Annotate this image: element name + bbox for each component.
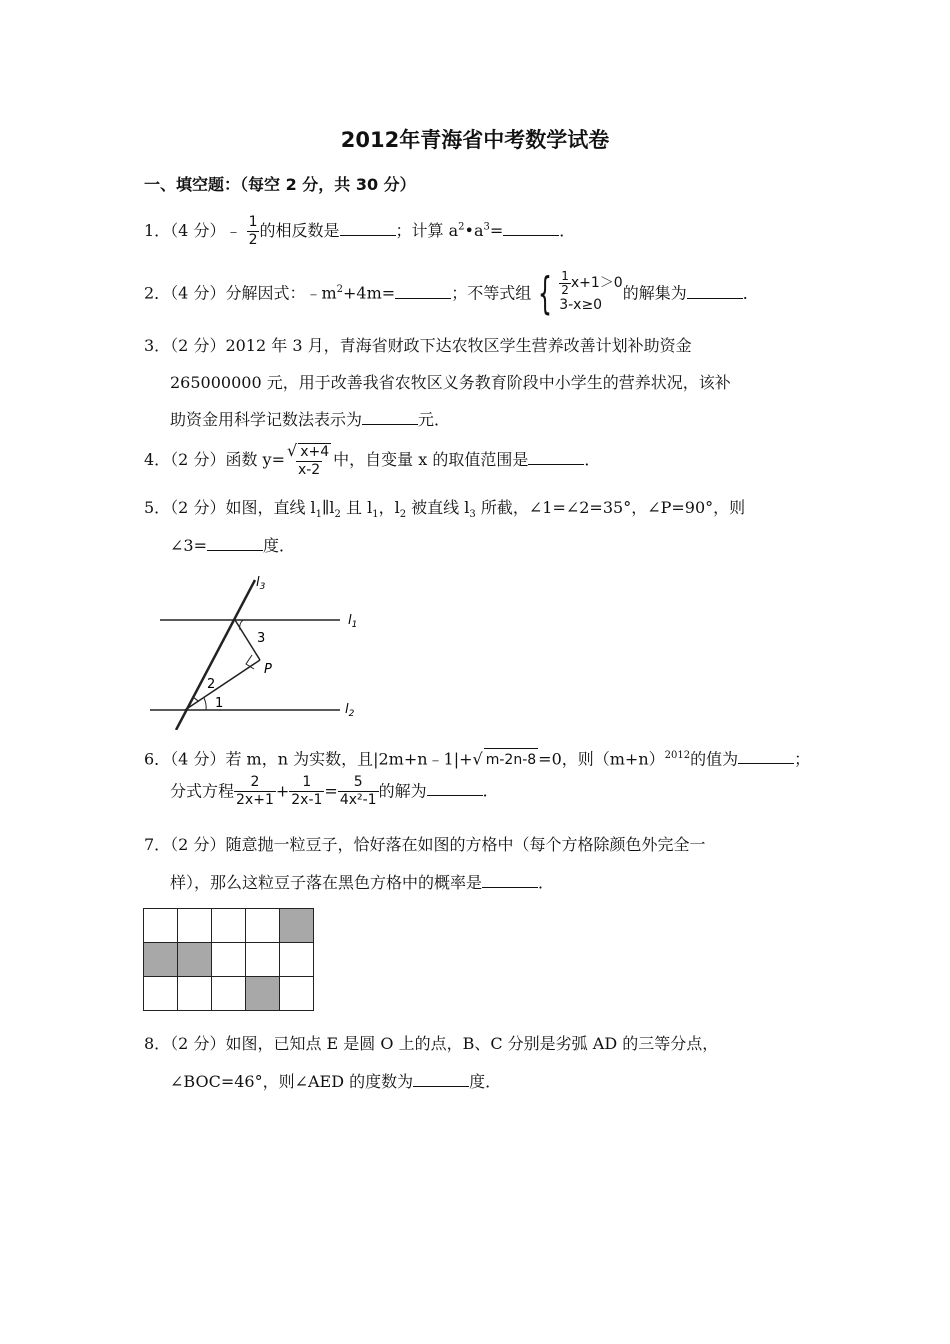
q4-text2: 中，自变量 x 的取值范围是 — [333, 450, 529, 469]
q5-sub4: 2 — [399, 509, 407, 521]
question-7-line1: 7．（2 分）随意抛一粒豆子，恰好落在如图的方格中（每个方格除颜色外完全一 — [144, 835, 706, 854]
question-8-line2 — [170, 1071, 501, 1093]
q1-frac-num: 1 — [248, 214, 258, 230]
q5-text-d: ，l — [378, 498, 400, 517]
q6-line1-mid: =0，则（m+n） — [538, 749, 665, 769]
question-6-line1 — [144, 745, 810, 771]
q6-line2-pre: 分式方程 — [170, 781, 235, 801]
question-5-line2 — [170, 535, 295, 557]
q7-line2-pre: 样），那么这粒豆子落在黑色方格中的概率是 — [170, 873, 483, 892]
q8-line2-pre: ∠BOC=46°，则∠AED 的度数为 — [170, 1072, 414, 1091]
q6-eq: = — [324, 781, 338, 801]
q4-text1: 函数 y= — [225, 450, 285, 469]
question-3-line3 — [170, 409, 450, 431]
grid-cell-white — [280, 943, 314, 977]
q6-line1-end: ； — [794, 749, 811, 769]
q7-line2-end: ． — [538, 873, 555, 892]
q6-f1-num: 2 — [250, 774, 260, 790]
q6-blank-2[interactable] — [427, 781, 483, 796]
q4-end: ． — [584, 450, 601, 469]
q6-line1-pre: 6．（4 分）若 m，n 为实数，且|2m+n﹣1|+ — [144, 749, 473, 769]
q1-text2: ；计算 a — [395, 221, 459, 240]
q2-sys-frac-num: 1 — [561, 268, 569, 283]
q3-line3-post: 元． — [418, 410, 451, 429]
q6-line2-post: 的解为 — [378, 781, 427, 801]
q6-f2-num: 1 — [302, 774, 312, 790]
q6-f3-den: 4x²-1 — [339, 792, 377, 808]
q1-blank-2[interactable] — [503, 221, 559, 236]
grid-cell-dark — [144, 943, 178, 977]
q3-line3-pre: 助资金用科学记数法表示为 — [170, 410, 363, 429]
q6-frac-2 — [289, 774, 324, 809]
q3-blank[interactable] — [362, 410, 418, 425]
question-6-line2 — [170, 774, 499, 809]
q2-exp: 2 — [336, 284, 344, 296]
q7-grid — [143, 908, 314, 1011]
brace-icon: { — [538, 268, 553, 319]
q5-sub5: 3 — [469, 509, 476, 521]
q8-blank[interactable] — [413, 1072, 469, 1087]
label-angle-3: 3 — [257, 631, 266, 646]
q2-blank-1[interactable] — [395, 284, 451, 299]
q5-text-e: 被直线 l — [406, 498, 470, 517]
q6-plus: + — [275, 781, 290, 801]
angle-1-arc — [204, 698, 206, 710]
q5-sub1: 1 — [315, 509, 323, 521]
q1-exp1: 2 — [458, 221, 465, 233]
label-l3: $l_3$ — [256, 575, 266, 592]
q6-sqrt: m-2n-8 — [484, 748, 538, 771]
q6-blank-1[interactable] — [738, 749, 794, 764]
question-8-line1: 8．（2 分）如图，已知点 E 是圆 O 上的点，B、C 分别是劣弧 AD 的三等分点， — [144, 1034, 719, 1053]
question-2 — [144, 268, 759, 319]
q5-text-f: 所截，∠1=∠2=35°，∠P=90°，则 — [475, 498, 746, 517]
q7-blank[interactable] — [482, 873, 538, 888]
angle-3-arc — [240, 620, 243, 630]
q4-den: x-2 — [297, 462, 321, 478]
q8-line2-post: 度． — [469, 1072, 502, 1091]
q6-frac-1 — [234, 774, 276, 809]
q2-sys-row2: 3-x≥0 — [559, 297, 603, 313]
q5-line2-post: 度． — [263, 536, 296, 555]
grid-cell-dark — [246, 977, 280, 1011]
q1-frac-den: 2 — [248, 232, 258, 248]
q6-exp: 2012 — [664, 750, 691, 761]
q2-text2: +4m= — [343, 283, 396, 303]
q2-number: 2．（4 分） — [144, 283, 226, 303]
q1-text1: 的相反数是 — [259, 221, 340, 240]
sqrt-icon: √ — [472, 749, 483, 769]
grid-row — [144, 909, 314, 943]
q6-f2-den: 2x-1 — [291, 792, 323, 808]
label-angle-1: 1 — [215, 696, 224, 711]
grid-cell-dark — [280, 909, 314, 943]
q1-end: ． — [559, 221, 576, 240]
q5-sub2: 2 — [334, 509, 341, 521]
q2-inequality-system — [531, 268, 623, 319]
q5-text-a: 5．（2 分）如图，直线 l — [144, 498, 316, 517]
q6-line2-end: ． — [482, 781, 499, 800]
q5-figure — [140, 570, 380, 730]
q1-fraction — [247, 214, 260, 249]
question-5-line1 — [144, 497, 745, 526]
q5-text-b: ∥l — [322, 498, 335, 517]
grid-cell-white — [178, 909, 212, 943]
grid-cell-white — [144, 909, 178, 943]
q5-blank[interactable] — [207, 536, 263, 551]
q4-blank[interactable] — [528, 450, 584, 465]
question-3-line2: 265000000 元，用于改善我省农牧区义务教育阶段中小学生的营养状况，该补 — [170, 373, 731, 392]
q2-end: ． — [742, 283, 759, 303]
grid-cell-white — [178, 977, 212, 1011]
q1-neg: ﹣ — [225, 221, 242, 240]
grid-cell-dark — [178, 943, 212, 977]
label-l1: $l_1$ — [348, 613, 358, 630]
sqrt-icon: √ — [287, 441, 298, 460]
q5-line2-pre: ∠3= — [170, 536, 207, 555]
grid-cell-white — [212, 943, 246, 977]
q1-exp2: 3 — [483, 221, 490, 233]
q5-sub3: 1 — [372, 509, 379, 521]
q6-f3-num: 5 — [353, 774, 363, 790]
label-point-p: P — [264, 662, 272, 677]
q2-text4: 的解集为 — [622, 283, 687, 303]
q1-blank-1[interactable] — [340, 221, 396, 236]
q6-frac-3 — [338, 774, 379, 809]
grid-row — [144, 943, 314, 977]
label-angle-2: 2 — [207, 677, 216, 692]
q4-sqrt: x+4 — [300, 444, 330, 460]
grid-cell-white — [246, 943, 280, 977]
grid-cell-white — [212, 977, 246, 1011]
grid-cell-white — [212, 909, 246, 943]
question-3-line1: 3．（2 分）2012 年 3 月，青海省财政下达农牧区学生营养改善计划补助资金 — [144, 336, 692, 355]
q2-sys-row1: x+1＞0 — [570, 275, 623, 291]
q1-text3: = — [489, 221, 504, 240]
grid-cell-white — [280, 977, 314, 1011]
grid-row — [144, 977, 314, 1011]
question-7-line2 — [170, 872, 554, 894]
q2-text1: 分解因式：﹣m — [225, 283, 337, 303]
question-1 — [144, 214, 575, 249]
grid-cell-white — [144, 977, 178, 1011]
q1-dot: •a — [464, 221, 484, 240]
q4-number: 4．（2 分） — [144, 450, 226, 469]
q6-f1-den: 2x+1 — [236, 792, 274, 808]
grid-cell-white — [246, 909, 280, 943]
q2-text3: ；不等式组 — [451, 283, 532, 303]
label-l2: $l_2$ — [345, 702, 355, 719]
section-heading: 一、填空题：（每空 2 分，共 30 分） — [144, 175, 416, 194]
question-4 — [144, 442, 600, 479]
q5-text-c: 且 l — [340, 498, 373, 517]
right-angle-mark — [246, 655, 254, 669]
q1-number: 1．（4 分） — [144, 221, 226, 240]
page-title: 2012年青海省中考数学试卷 — [340, 128, 610, 152]
q4-fraction — [285, 442, 333, 479]
q6-line1-post: 的值为 — [690, 749, 739, 769]
q2-blank-2[interactable] — [687, 284, 743, 299]
q2-sys-frac-den: 2 — [561, 282, 569, 297]
